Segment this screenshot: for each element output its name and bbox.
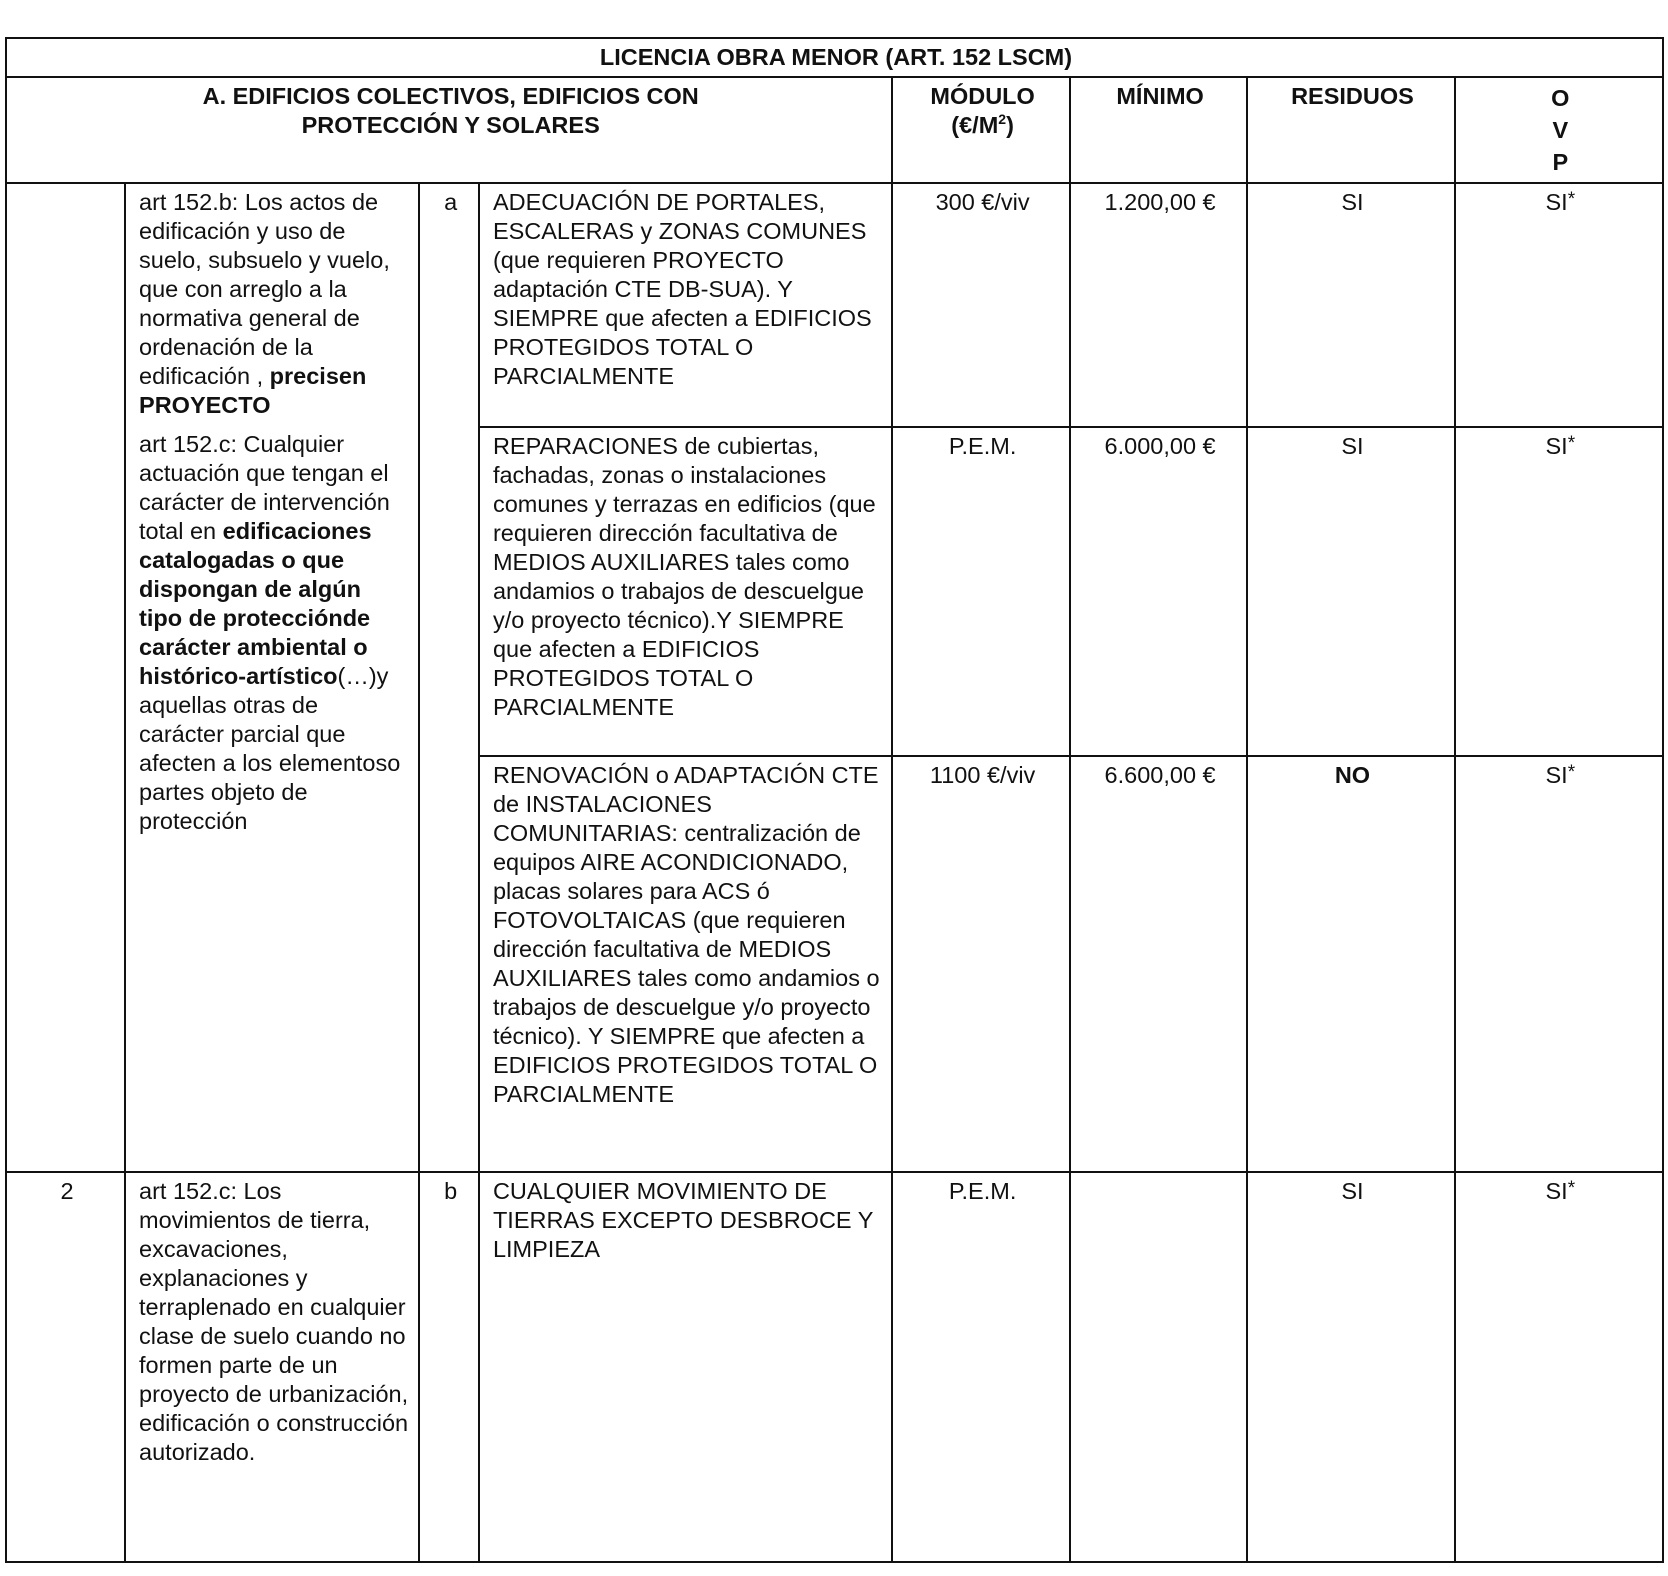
ovp-value: SI <box>1545 189 1568 215</box>
description-cell: REPARACIONES de cubiertas, fachadas, zonas o instalaciones comunes y terrazas en edificios (que requieren dirección facultativa de MEDIOS AUXILIARES tales como andamios o trabajos de descuelgue y/o proyecto técnico).Y SIEMPRE que afecten a EDIFICIOS PROTEGIDOS TOTAL O PARCIALMENTE <box>479 427 892 756</box>
minimo-header: MÍNIMO <box>1070 77 1247 183</box>
article-152c-text: art 152.c: Cualquier actuación que tengan el carácter de intervención total en <box>139 431 390 544</box>
ovp-header-v: V <box>1552 117 1569 143</box>
article-text-cell: art 152.c: Los movimientos de tierra, excavaciones, explanaciones y terraplenado en cualquier clase de suelo cuando no formen parte de un proyecto de urbanización, edificación o construcción autorizado. <box>125 1172 419 1562</box>
ovp-value: SI <box>1545 762 1568 788</box>
article-152b <box>139 188 408 420</box>
description-cell: RENOVACIÓN o ADAPTACIÓN CTE de INSTALACIONES COMUNITARIAS: centralización de equipos AIRE ACONDICIONADO, placas solares para ACS ó FOTOVOLTAICAS (que requieren dirección facultativa de MEDIOS AUXILIARES tales como andamios o trabajos de descuelgue y/o proyecto técnico). Y SIEMPRE que afecten a EDIFICIOS PROTEGIDOS TOTAL O PARCIALMENTE <box>479 756 892 1172</box>
header-row <box>6 77 1663 183</box>
modulo-unit-suffix: ) <box>1006 112 1014 138</box>
table-row <box>6 1172 1663 1562</box>
minimo-cell: 6.000,00 € <box>1070 427 1247 756</box>
modulo-cell: 1100 €/viv <box>892 756 1069 1172</box>
group-letter: a <box>419 183 479 1172</box>
modulo-header-line1: MÓDULO <box>930 83 1035 109</box>
article-152c-bold: edificaciones catalogadas o que dispongan de algún tipo de proteccióndе carácter ambiental o histórico-artístico <box>139 518 372 689</box>
article-152c-text-end: (…)y aquellas otras de carácter parcial que afecten a los elementoso partes objeto de protección <box>139 663 401 834</box>
group-number: 2 <box>6 1172 125 1562</box>
residuos-cell: SI <box>1247 1172 1454 1562</box>
modulo-cell: P.E.M. <box>892 427 1069 756</box>
modulo-header-line2 <box>906 111 1058 140</box>
modulo-unit-prefix: (€/M <box>951 112 999 138</box>
table-title: LICENCIA OBRA MENOR (ART. 152 LSCM) <box>6 38 1663 77</box>
title-row <box>6 38 1663 77</box>
ovp-value: SI <box>1545 433 1568 459</box>
modulo-header <box>892 77 1069 183</box>
ovp-asterisk: * <box>1567 1178 1576 1199</box>
residuos-cell: SI <box>1247 183 1454 427</box>
ovp-header-o: O <box>1551 85 1570 111</box>
article-152c <box>139 430 408 836</box>
modulo-unit-superscript: 2 <box>998 111 1007 127</box>
modulo-cell: 300 €/viv <box>892 183 1069 427</box>
residuos-cell: SI <box>1247 427 1454 756</box>
minimo-cell <box>1070 1172 1247 1562</box>
residuos-cell: NO <box>1247 756 1454 1172</box>
ovp-cell <box>1455 427 1663 756</box>
article-152b-text: art 152.b: Los actos de edificación y uso de suelo, subsuelo y vuelo, que con arreglo a la normativa general de ordenación de la edificación , <box>139 189 390 389</box>
table-row <box>6 183 1663 427</box>
ovp-cell <box>1455 183 1663 427</box>
ovp-cell <box>1455 1172 1663 1562</box>
minimo-cell: 1.200,00 € <box>1070 183 1247 427</box>
description-cell: ADECUACIÓN DE PORTALES, ESCALERAS y ZONAS COMUNES (que requieren PROYECTO adaptación CTE DB-SUA). Y SIEMPRE que afecten a EDIFICIOS PROTEGIDOS TOTAL O PARCIALMENTE <box>479 183 892 427</box>
ovp-asterisk: * <box>1567 762 1576 783</box>
group-letter: b <box>419 1172 479 1562</box>
ovp-asterisk: * <box>1567 189 1576 210</box>
ovp-cell <box>1455 756 1663 1172</box>
section-header <box>6 77 892 183</box>
residuos-header: RESIDUOS <box>1247 77 1454 183</box>
section-header-line2: PROTECCIÓN Y SOLARES <box>301 112 600 138</box>
ovp-asterisk: * <box>1567 433 1576 454</box>
minimo-cell: 6.600,00 € <box>1070 756 1247 1172</box>
ovp-value: SI <box>1545 1178 1568 1204</box>
article-text-cell <box>125 183 419 1172</box>
group-number <box>6 183 125 1172</box>
description-cell: CUALQUIER MOVIMIENTO DE TIERRAS EXCEPTO DESBROCE Y LIMPIEZA <box>479 1172 892 1562</box>
licencia-table <box>5 37 1664 1563</box>
ovp-header <box>1455 77 1663 183</box>
article-152b-bold: precisen PROYECTO <box>139 363 367 418</box>
ovp-header-p: P <box>1552 149 1569 175</box>
section-header-line1: A. EDIFICIOS COLECTIVOS, EDIFICIOS CON <box>202 83 699 109</box>
modulo-cell: P.E.M. <box>892 1172 1069 1562</box>
